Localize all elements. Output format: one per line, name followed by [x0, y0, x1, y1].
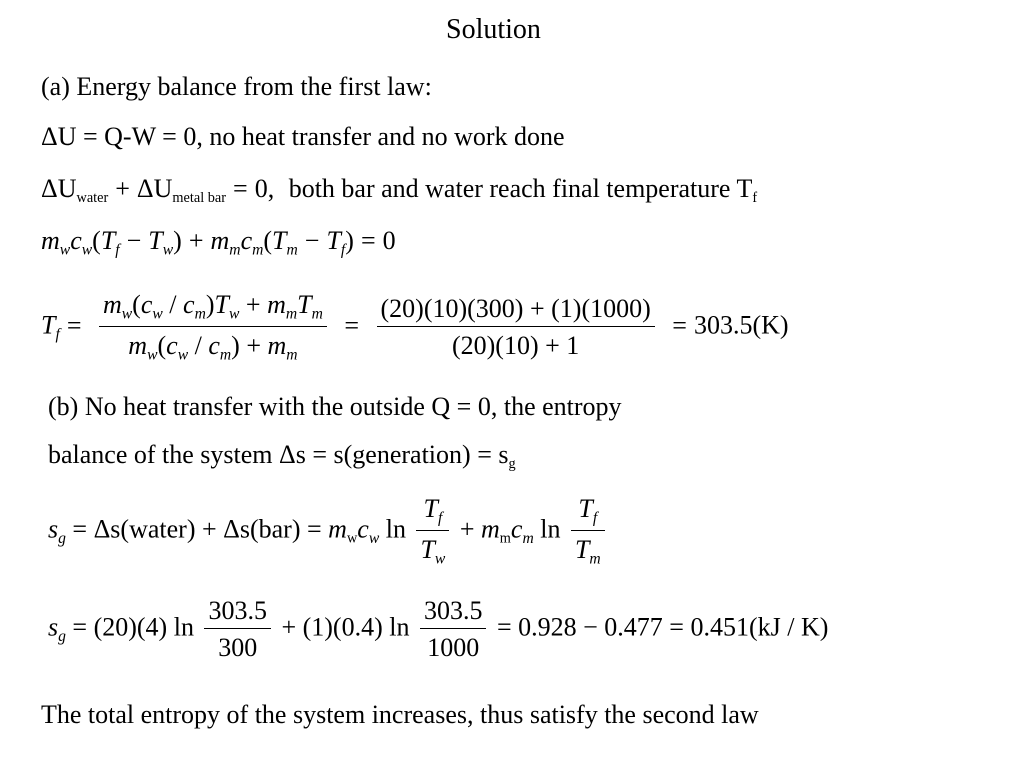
- entropy-result: = 0.928 − 0.477 = 0.451(kJ / K): [496, 612, 829, 642]
- heat-balance-equation: $m_wc_w(T_f - T_w) + m_mc_m(T_m - T_f) = 0$: [41, 226, 396, 259]
- part-a-heading: (a) Energy balance from the first law:: [41, 72, 432, 101]
- first-law-note: , no heat transfer and no work done: [196, 122, 565, 151]
- energy-sum-expression: $\Delta U_{water} + \Delta U_{metal bar} = 0$,: [41, 174, 275, 206]
- tf-numeric-fraction: $\frac{(20)(10)(300) + (1)(1000)}{(20)(10) + 1}$: [377, 296, 655, 359]
- water-subscript: water: [76, 190, 109, 206]
- first-law-expression: ΔU = Q-W = 0: [41, 122, 197, 151]
- part-b-line-2: balance of the system Δs = s(generation) = $s_g$: [48, 440, 516, 472]
- part-b-line-1: (b) No heat transfer with the outside Q = 0, the entropy: [48, 392, 622, 421]
- first-law-equation: [41, 124, 565, 150]
- entropy-generation-symbolic: $s_g$ = Δs(water) + $\Delta s(bar) = m_wc_w$ ln $\frac{T_f}{T_w}$ + $m_mc_m$ ln $\frac{T_f}{T_m}$: [48, 496, 609, 567]
- metal-bar-subscript: metal bar: [172, 190, 227, 206]
- tf-result: 303.5(K): [693, 310, 789, 340]
- entropy-generation-numeric: $s_g = (20)(4)$ ln $\frac{303.5}{300}$ + (1)(0.4) ln $\frac{303.5}{1000}$ = 0.928 − 0.477 = 0.451(kJ / K): [48, 596, 829, 662]
- conclusion: The total entropy of the system increases, thus satisfy the second law: [41, 700, 759, 729]
- page-title: Solution: [446, 14, 541, 45]
- final-temperature-equation: $T_f$ = $\frac{m_w(c_w / c_m)T_w + m_mT_m}{m_w(c_w / c_m) + m_m}$ = $\frac{(20)(10)(300) + (1)(1000)}{(20)(10) + 1}$ = 303.5(K): [41, 290, 789, 364]
- tf-symbolic-fraction: $\frac{m_w(c_w / c_m)T_w + m_mT_m}{m_w(c_w / c_m) + m_m}$: [99, 292, 327, 363]
- final-temperature-note: both bar and water reach final temperature $T_f$: [288, 174, 758, 206]
- energy-sum-equation: [41, 176, 757, 205]
